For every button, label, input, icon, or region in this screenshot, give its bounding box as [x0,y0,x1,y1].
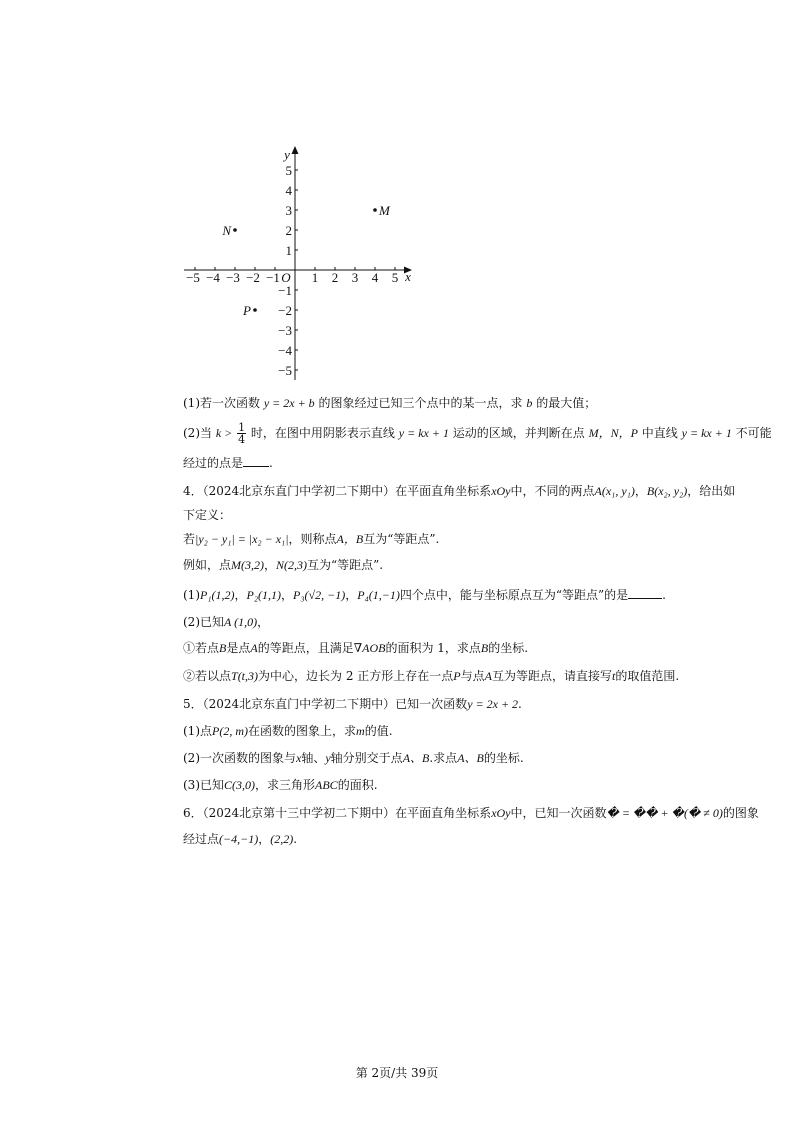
x-tick-label: −3 [226,270,240,285]
x-tick-label: −2 [246,270,260,285]
y-tick-label: 4 [285,183,292,198]
y-tick-label: 1 [285,243,292,258]
y-tick-label: −3 [278,323,292,338]
y-tick-label: −1 [278,283,292,298]
q6-heading: 6．（2024北京第十三中学初二下期中）在平面直角坐标系xOy中，已知一次函数� = �� + �(� ≠ 0)的图象 [183,806,759,820]
x-tick-label: −4 [206,270,220,285]
q3-part2: (2)当 k > $\frac{1}{4}$ 时，在图中用阴影表示直线 y = kx + 1 运动的区域，并判断在点 M，N，P 中直线 y = kx + 1 不可能 [183,421,772,446]
q4-heading: 4．（2024北京东直门中学初二下期中）在平面直角坐标系xOy中，不同的两点A(x₁, y₁)，B(x₂, y₂)，给出如 [183,484,736,498]
fraction-one-quarter: $\frac{1}{4}$ [238,421,246,446]
q5-heading: 5．（2024北京东直门中学初二下期中）已知一次函数y = 2x + 2. [183,697,522,711]
q3-part1: (1)若一次函数 y = 2x + b 的图象经过已知三个点中的某一点，求 b 的最大值； [183,396,597,410]
x-tick-label: 1 [311,270,319,285]
point-label-n: N [222,223,231,238]
q6-heading-cont: 经过点(−4,−1)，(2,2). [183,832,298,846]
x-tick-label: 2 [331,270,339,285]
q3-part2-cont: 经过的点是 . [183,456,273,470]
coordinate-plane [176,140,426,388]
y-tick-label: 2 [285,223,292,238]
point-label-p: P [243,303,251,318]
answer-blank [628,588,662,599]
q4-heading-cont: 下定义： [183,508,232,522]
y-tick-label: 3 [285,203,292,218]
x-tick-label: −1 [266,270,280,285]
y-tick-label: −5 [278,363,292,378]
q5-part1: (1)点P(2, m)在函数的图象上，求m的值. [183,724,393,738]
y-tick-label: 5 [285,163,292,178]
q4-part2-sub2: ②若以点T(t,3)为中心，边长为 2 正方形上存在一点P与点A互为等距点，请直接写t的取值范围. [183,669,680,683]
x-tick-label: 3 [351,270,359,285]
x-tick-label: −5 [186,270,200,285]
x-axis-label: x [405,269,411,284]
coordinate-figure [176,140,426,388]
page-footer: 第 2页/共 39页 [355,1066,439,1080]
q4-definition: 若|y₂ − y₁| = |x₂ − x₁|，则称点A，B互为“等距点”. [183,532,440,546]
y-tick-label: −4 [278,343,292,358]
point-n [233,228,237,232]
y-tick-label: −2 [278,303,292,318]
origin-label: O [281,270,291,285]
y-axis-label: y [284,147,290,162]
q4-example: 例如，点M(3,2)，N(2,3)互为“等距点”. [183,558,384,572]
y-axis-arrow [292,146,299,154]
q5-part2: (2)一次函数的图象与x轴、y轴分别交于点A、B.求点A、B的坐标. [183,751,524,765]
point-p [253,308,257,312]
q4-part2-sub1: ①若点B是点A的等距点，且满足∇AOB的面积为 1，求点B的坐标. [183,641,529,655]
point-label-m: M [379,203,390,218]
answer-blank [243,456,269,467]
x-tick-label: 4 [371,270,379,285]
q4-part2: (2)已知A (1,0)， [183,615,270,629]
q4-part1: (1)P₁(1,2)，P₂(1,1)，P₃(√2, −1)，P₄(1,−1)四个点中，能与坐标原点互为“等距点”的是 . [183,588,666,602]
x-tick-label: 5 [391,270,399,285]
point-m [373,208,377,212]
q5-part3: (3)已知C(3,0)，求三角形ABC的面积. [183,778,378,792]
